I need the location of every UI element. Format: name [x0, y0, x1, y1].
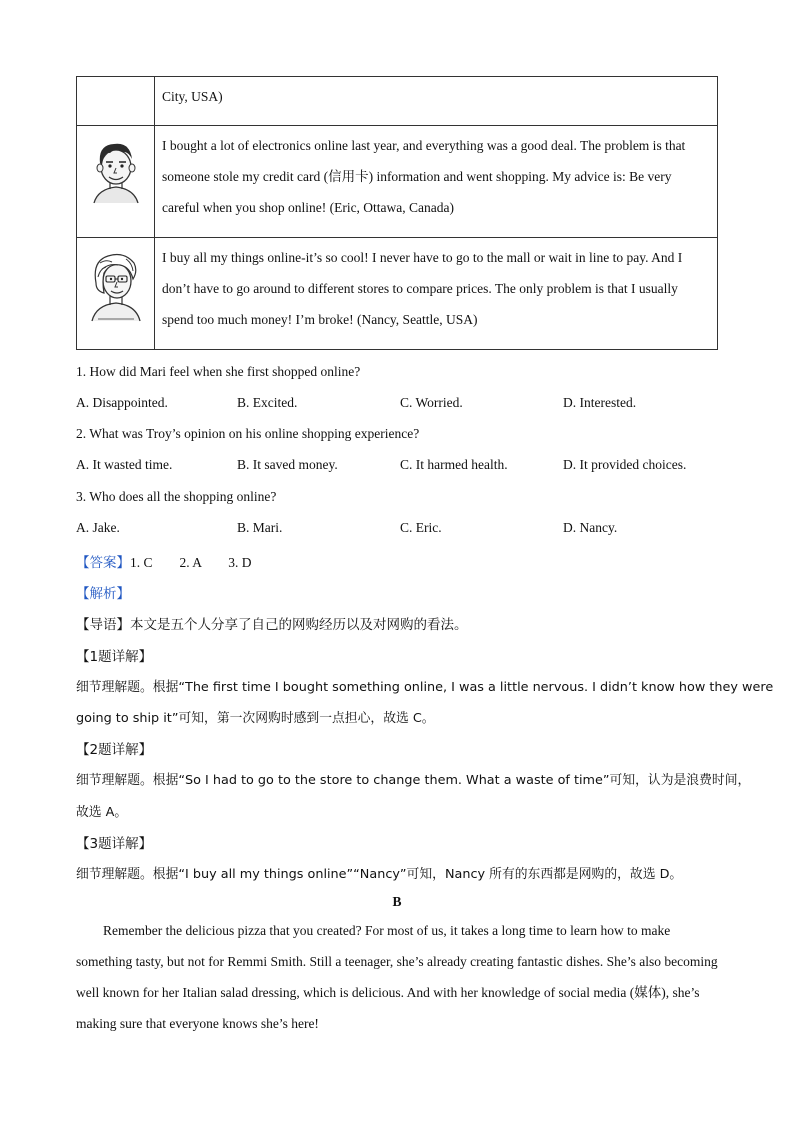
- answer-tag: 【答案】: [76, 555, 130, 571]
- option-a: A. It wasted time.: [76, 457, 173, 472]
- detail-heading: 【2题详解】: [76, 742, 153, 758]
- answer-line: [76, 551, 252, 571]
- option-d: D. It provided choices.: [563, 457, 687, 472]
- option-c: C. Worried.: [400, 395, 463, 410]
- woman-face-icon: [86, 249, 146, 323]
- detail-heading: 【3题详解】: [76, 836, 153, 852]
- table-row: [77, 77, 718, 126]
- question-stem: 2. What was Troy’s opinion on his online shopping experience?: [76, 426, 420, 441]
- table-text: I bought a lot of electronics online last year, and everything was a good deal. The problem is that someone stole my credit card (信用卡) information and went shopping. My advice is: Be very careful when you shop online! (Eric, Ottawa, Canada): [155, 126, 718, 238]
- option-b: B. It saved money.: [237, 457, 338, 472]
- man-face-icon: [86, 137, 146, 205]
- option-d: D. Nancy.: [563, 520, 618, 535]
- detail-heading: 【1题详解】: [76, 649, 153, 665]
- passage-paragraph: Remember the delicious pizza that you created? For most of us, it takes a long time to learn how to make something tasty, but not for Remmi Smith. Still a teenager, she’s already creating fantastic dishes. She’s also becoming well known for her Italian salad dressing, which is delicious. And with her knowledge of social media (媒体), she’s making sure that everyone knows she’s here!: [76, 923, 718, 1031]
- detail-text: 细节理解题。根据“So I had to go to the store to change them. What a waste of time”可知，认为是浪费时间，: [76, 773, 751, 788]
- analysis-tag: 【解析】: [76, 586, 130, 602]
- intro-line: 【导语】本文是五个人分享了自己的网购经历以及对网购的看法。: [76, 617, 468, 633]
- answer-text: 1. C 2. A 3. D: [130, 555, 252, 570]
- question-stem: 1. How did Mari feel when she first shopped online?: [76, 364, 361, 379]
- detail-text: 细节理解题。根据“I buy all my things online”“Nancy”可知，Nancy 所有的东西都是网购的，故选 D。: [76, 867, 683, 882]
- table-text: I buy all my things online-it’s so cool! I never have to go to the mall or wait in line to pay. And I don’t have to go around to different stores to compare prices. The only problem is that I usually spend too much money! I’m broke! (Nancy, Seattle, USA): [155, 238, 718, 350]
- option-c: C. It harmed health.: [400, 457, 508, 472]
- detail-text: going to ship it”可知，第一次网购时感到一点担心，故选 C。: [76, 711, 435, 726]
- option-b: B. Mari.: [237, 520, 283, 535]
- avatar-cell: [77, 126, 155, 238]
- detail-text: 细节理解题。根据“The first time I bought something online, I was a little nervous. I didn’t know how they were: [76, 680, 774, 695]
- opinion-table: [76, 76, 718, 350]
- option-a: A. Jake.: [76, 520, 120, 535]
- option-a: A. Disappointed.: [76, 395, 168, 410]
- option-c: C. Eric.: [400, 520, 442, 535]
- question-stem: 3. Who does all the shopping online?: [76, 489, 277, 504]
- detail-text: 故选 A。: [76, 805, 128, 820]
- table-text: City, USA): [155, 77, 718, 126]
- avatar-cell-empty: [77, 77, 155, 126]
- option-d: D. Interested.: [563, 395, 637, 410]
- option-b: B. Excited.: [237, 395, 298, 410]
- table-row: [77, 126, 718, 238]
- table-row: [77, 238, 718, 350]
- avatar-cell: [77, 238, 155, 350]
- section-heading: B: [392, 894, 402, 909]
